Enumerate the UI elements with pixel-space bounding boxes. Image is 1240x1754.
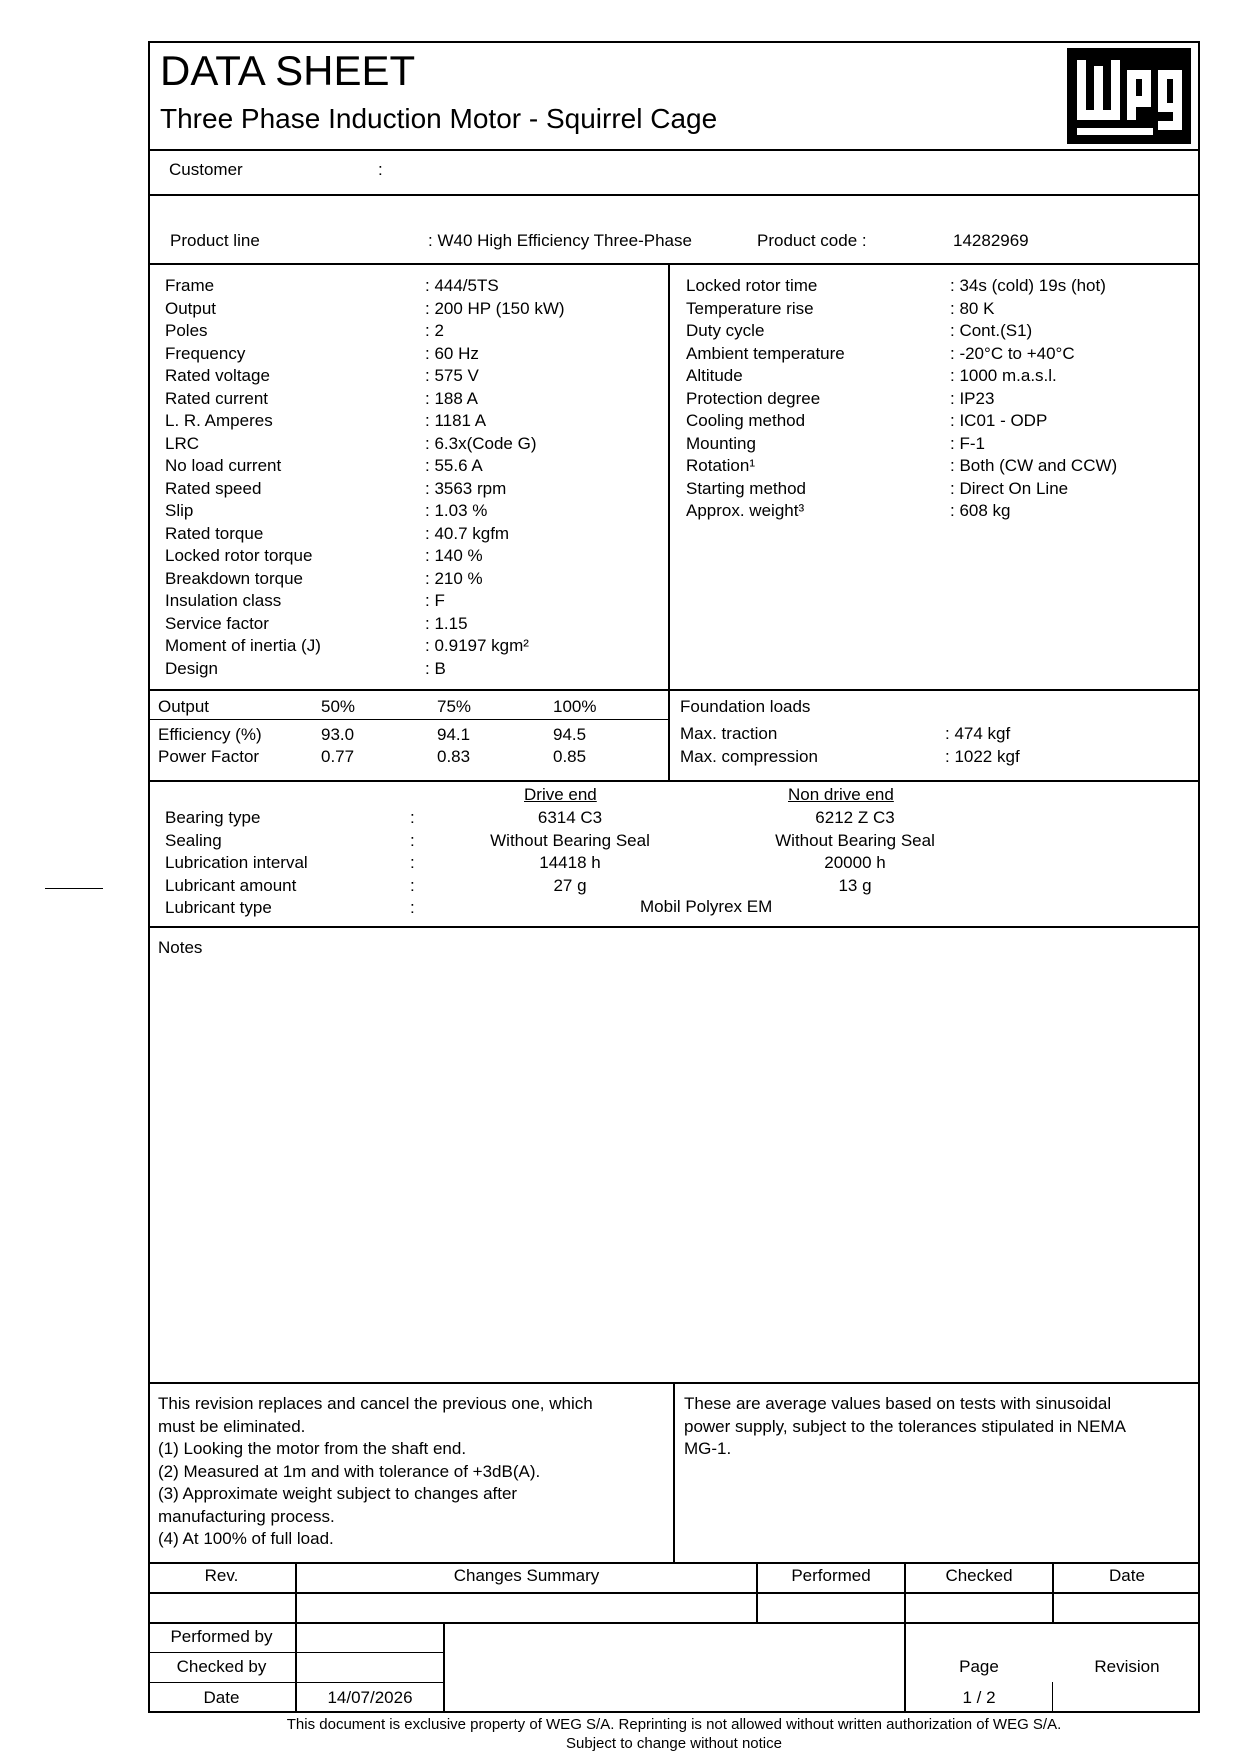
perf-row-label: Efficiency (%) [158,725,262,744]
spec-value: : 1181 A [425,411,487,430]
footnote-line: power supply, subject to the tolerances stipulated in NEMA [684,1416,1126,1436]
divider [1052,1682,1053,1713]
spec-label: Rotation¹ [686,456,755,475]
footnote-line: (1) Looking the motor from the shaft end. [158,1439,467,1458]
spec-value: : 200 HP (150 kW) [425,298,565,318]
divider [148,1652,443,1653]
checked-by-label: Checked by [176,1657,267,1676]
footnotes-right [684,1393,1126,1461]
bearing-label: Sealing [165,830,222,850]
spec-value: : 80 K [950,298,995,318]
bearing-colon: : [410,830,415,850]
spec-label: Approx. weight³ [686,501,805,520]
spec-label: L. R. Amperes [165,411,273,430]
divider [148,926,1200,928]
non-drive-end-header: Non drive end [788,785,894,804]
spec-value: : 188 A [425,388,478,408]
customer-label: Customer [169,160,243,179]
footnote-line: This revision replaces and cancel the previous one, which [158,1394,593,1413]
perf-header-output: Output [158,697,210,716]
foundation-value: : 474 kgf [945,724,1011,743]
spec-label: Rated torque [165,523,264,543]
footer-notice: Subject to change without notice [566,1735,782,1752]
spec-label: Temperature rise [686,298,814,318]
specs-right-labels [686,275,845,523]
spec-value: : 60 Hz [425,343,479,363]
spec-label: Frame [165,276,215,295]
spec-value: : 1000 m.a.s.l. [950,366,1057,385]
spec-label: Rated current [165,388,268,408]
spec-value: : 575 V [425,366,479,385]
notes-label: Notes [158,938,203,957]
bearing-de-values [450,807,690,897]
bearing-nde-value: 6212 Z C3 [815,808,895,827]
drive-end-header: Drive end [524,785,597,804]
footnote-line: (4) At 100% of full load. [158,1529,334,1548]
spec-value: : 6.3x(Code G) [425,433,537,453]
spec-label: Poles [165,321,208,340]
foundation-title: Foundation loads [680,697,811,716]
bearing-nde-values [740,807,970,897]
spec-value: : Cont.(S1) [950,321,1033,340]
perf-value: 94.5 [553,725,587,744]
rev-header: Rev. [204,1566,239,1585]
spec-value: : 3563 rpm [425,478,507,498]
date-header: Date [1109,1566,1145,1585]
spec-value: : B [425,658,446,678]
divider [148,1682,443,1683]
spec-label: Mounting [686,433,756,453]
divider [148,689,1200,691]
footnote-line: (2) Measured at 1m and with tolerance of +3dB(A). [158,1461,541,1481]
spec-label: Rated voltage [165,366,270,385]
footnote-line: MG-1. [684,1439,732,1458]
bearing-colon: : [410,853,415,872]
spec-value: : 40.7 kgfm [425,523,510,543]
spec-value: : 1.15 [425,613,468,633]
bearing-nde-value: Without Bearing Seal [775,830,935,850]
bearing-label: Bearing type [165,808,261,827]
spec-label: Ambient temperature [686,343,845,363]
date-label: Date [203,1688,240,1707]
perf-row-label: Power Factor [158,747,260,766]
footer-legal: This document is exclusive property of WEG S/A. Reprinting is not allowed without written authorization of WEG S/A. [286,1716,1062,1733]
divider [673,1382,675,1562]
bearing-label: Lubrication interval [165,853,308,872]
divider [148,1622,1200,1624]
divider [148,1592,1200,1594]
spec-value: : Both (CW and CCW) [950,456,1118,475]
spec-value: : 0.9197 kgm² [425,636,529,655]
spec-label: Rated speed [165,478,262,498]
spec-value: : IP23 [950,388,995,408]
page-label: Page [959,1657,999,1676]
perf-value: 0.77 [321,747,355,766]
spec-label: Moment of inertia (J) [165,636,321,655]
spec-label: No load current [165,456,282,475]
spec-label: Frequency [165,343,246,363]
page-value: 1 / 2 [962,1688,996,1707]
divider [148,719,668,720]
spec-label: Protection degree [686,388,821,408]
spec-value: : 444/5TS [425,276,499,295]
weg-logo [1067,48,1191,144]
perf-header-75: 75% [437,697,472,716]
footnote-line: must be eliminated. [158,1416,306,1436]
page-title: DATA SHEET [160,47,416,94]
specs-right-values [950,275,1117,523]
checked-header: Checked [945,1566,1013,1585]
spec-label: Insulation class [165,591,282,610]
bearing-colons [410,807,415,920]
bearing-label: Lubricant amount [165,875,297,895]
bearing-nde-value: 20000 h [824,853,886,872]
foundation-label: Max. traction [680,724,778,743]
spec-label: Design [165,658,218,678]
margin-mark [45,888,103,889]
spec-label: LRC [165,433,200,453]
spec-value: : IC01 - ODP [950,411,1048,430]
bearing-de-value: 14418 h [539,853,601,872]
spec-label: Slip [165,501,194,520]
product-line-label: Product line [170,231,260,250]
divider [148,263,1200,265]
spec-value: : F [425,591,445,610]
spec-value: : 140 % [425,546,483,565]
footnote-line: manufacturing process. [158,1506,335,1526]
performed-by-label: Performed by [170,1627,273,1646]
bearing-labels [165,807,308,920]
spec-value: : 2 [425,321,444,340]
divider [148,1562,1200,1564]
bearing-colon: : [410,808,415,827]
foundation-value: : 1022 kgf [945,747,1020,766]
divider [148,149,1200,151]
bearing-de-value: Without Bearing Seal [490,830,650,850]
spec-label: Breakdown torque [165,568,303,588]
spec-value: : 34s (cold) 19s (hot) [950,276,1106,295]
spec-value: : Direct On Line [950,478,1069,498]
footnote-line: (3) Approximate weight subject to changes after [158,1484,518,1503]
perf-value: 94.1 [437,725,471,744]
lubricant-type-value: Mobil Polyrex EM [640,897,773,916]
spec-label: Locked rotor torque [165,546,313,565]
bearing-label: Lubricant type [165,898,272,917]
changes-summary-header: Changes Summary [453,1566,600,1585]
footnote-line: These are average values based on tests with sinusoidal [684,1394,1112,1413]
specs-left-labels [165,275,321,680]
specs-left-values [425,275,565,680]
date-value: 14/07/2026 [327,1688,413,1707]
spec-value: : 210 % [425,568,483,588]
product-line-value: : W40 High Efficiency Three-Phase [428,231,692,250]
perf-value: 0.83 [437,747,471,766]
spec-label: Altitude [686,366,743,385]
footnotes-left [158,1393,593,1551]
perf-value: 0.85 [553,747,587,766]
spec-value: : 608 kg [950,501,1011,520]
bearing-nde-value: 13 g [838,875,872,895]
product-code-value: 14282969 [953,231,1029,250]
perf-header-100: 100% [553,697,597,716]
bearing-colon: : [410,898,415,917]
bearing-colon: : [410,875,415,895]
spec-value: : 1.03 % [425,501,488,520]
customer-colon: : [378,160,383,179]
divider [148,194,1200,196]
spec-value: : 55.6 A [425,456,483,475]
spec-value: : -20°C to +40°C [950,343,1075,363]
revision-label: Revision [1094,1657,1160,1676]
divider [443,1622,445,1713]
performed-header: Performed [791,1566,871,1585]
divider [668,263,670,780]
spec-label: Service factor [165,613,269,633]
page-subtitle: Three Phase Induction Motor - Squirrel Cage [160,103,718,134]
perf-value: 93.0 [321,725,355,744]
bearing-de-value: 27 g [553,875,587,895]
spec-label: Cooling method [686,411,806,430]
divider [148,780,1200,782]
product-code-label: Product code : [757,231,867,250]
spec-label: Duty cycle [686,321,765,340]
spec-label: Locked rotor time [686,276,818,295]
spec-label: Output [165,298,217,318]
foundation-label: Max. compression [680,747,818,766]
spec-value: : F-1 [950,433,985,453]
spec-label: Starting method [686,478,807,498]
bearing-de-value: 6314 C3 [537,808,603,827]
perf-header-50: 50% [321,697,356,716]
